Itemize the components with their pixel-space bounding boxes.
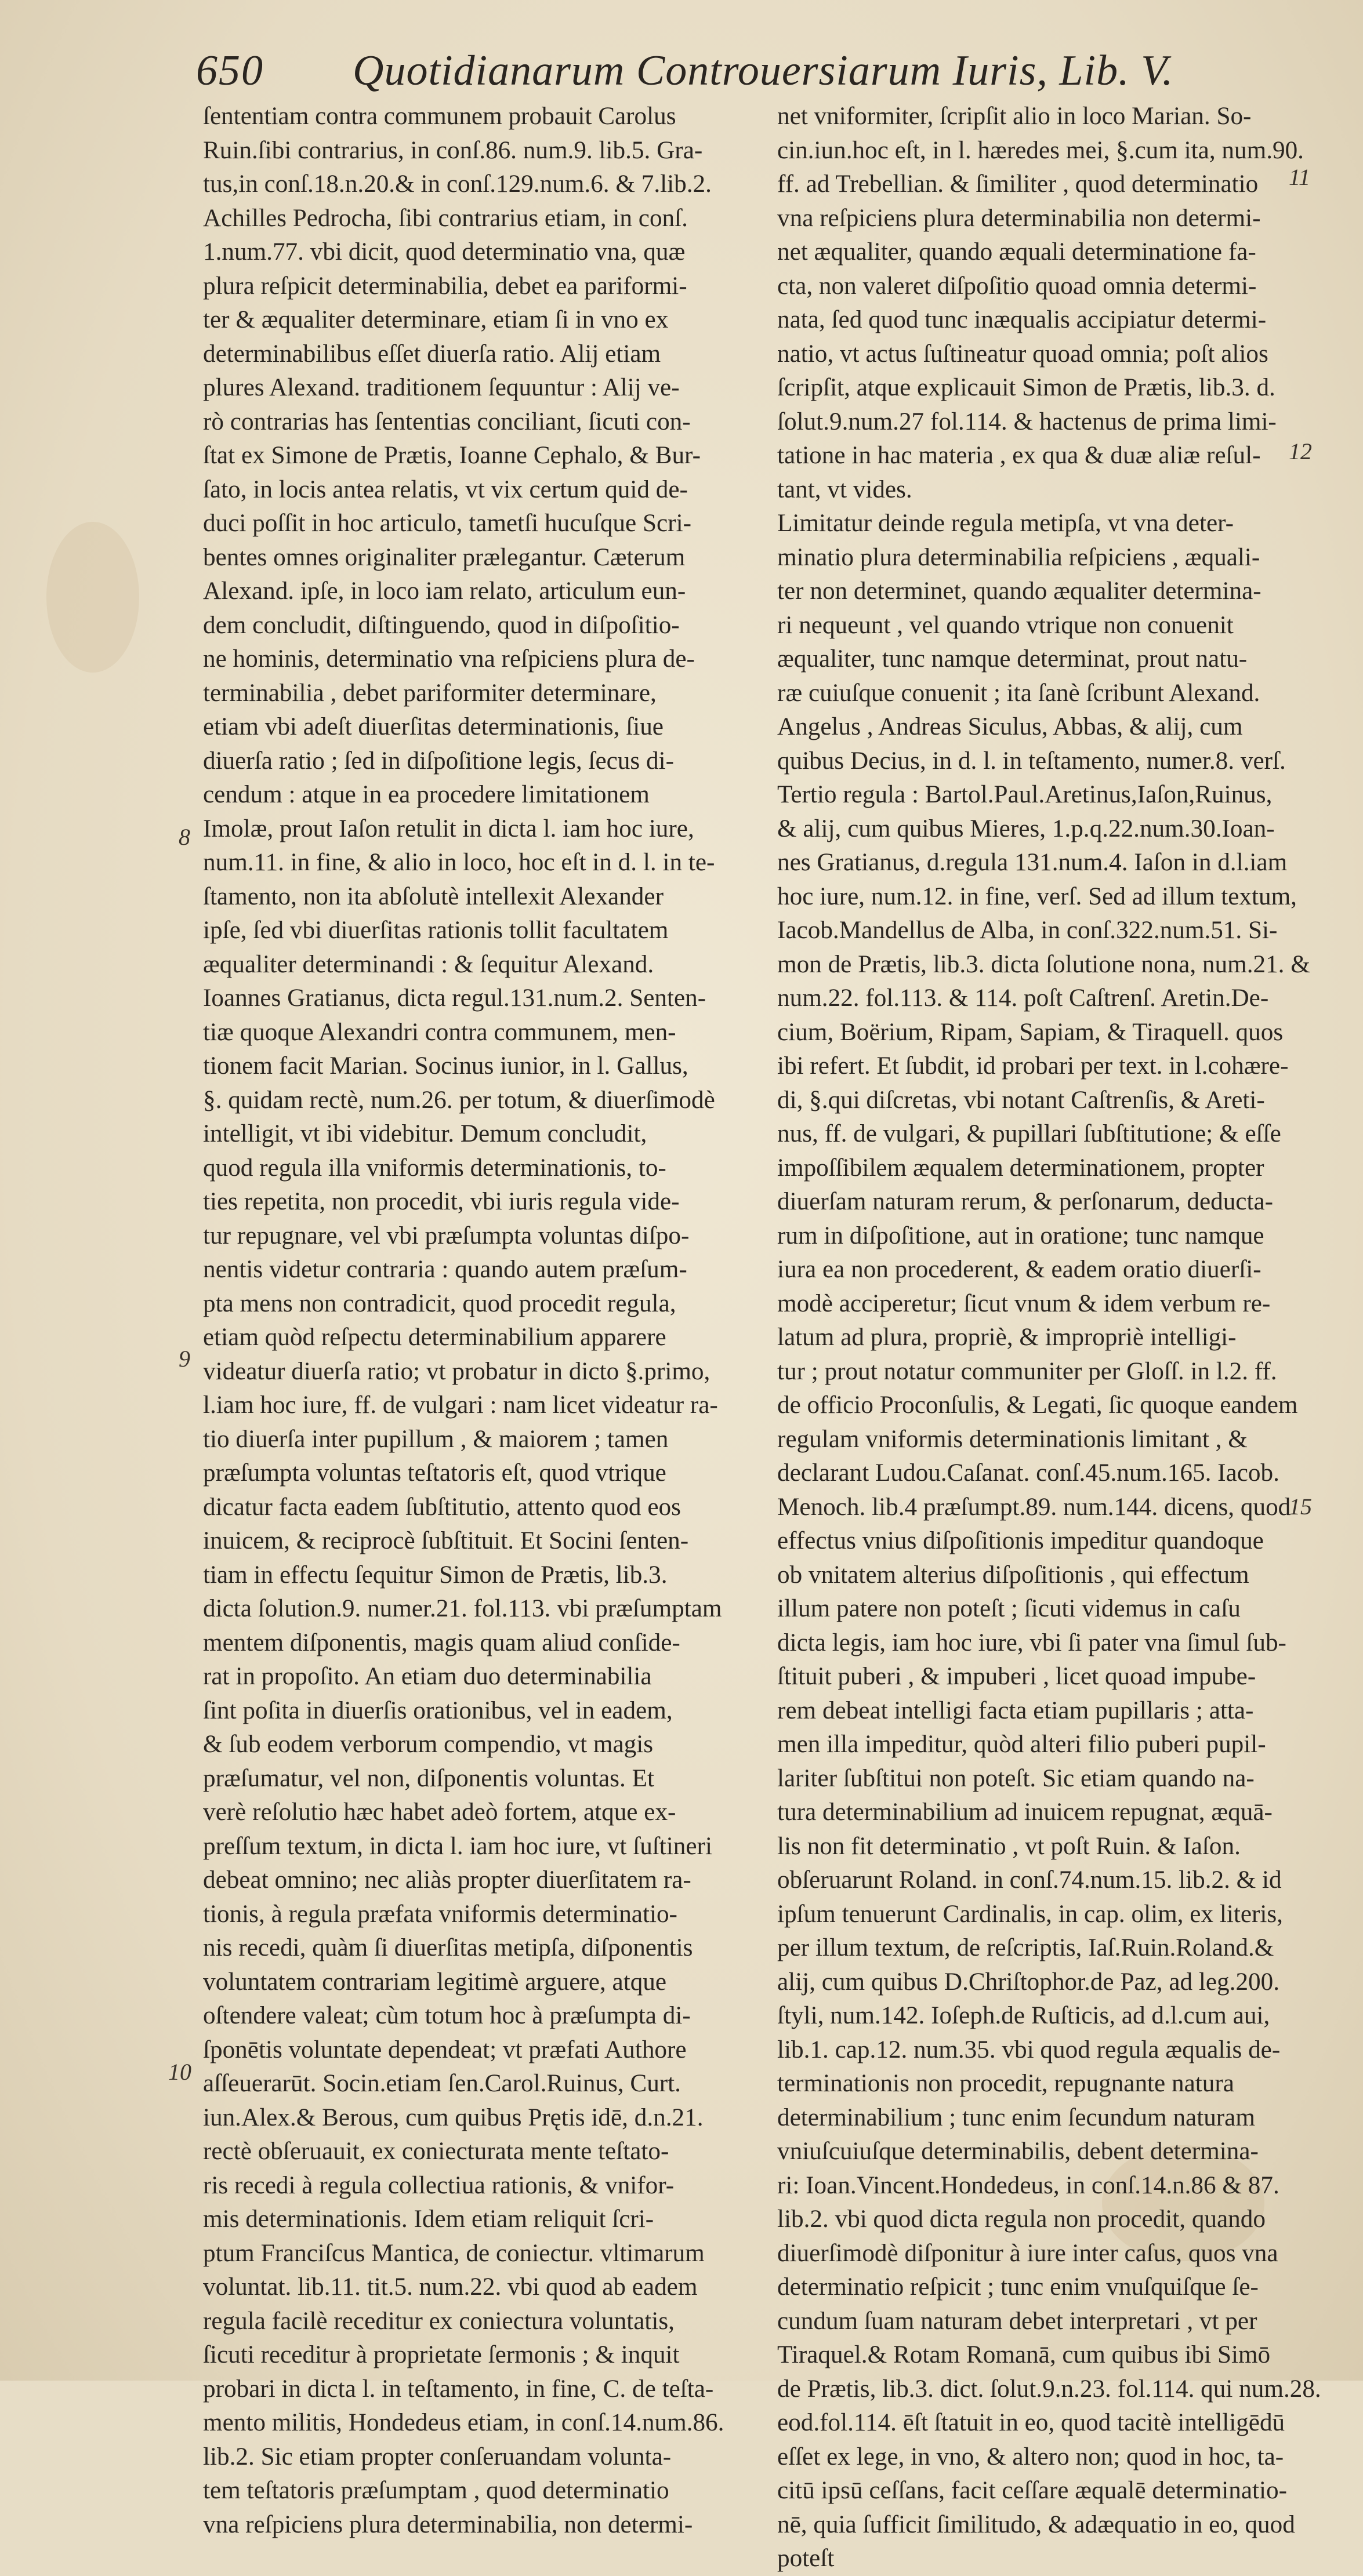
text-line: diuerſimodè diſponitur à iure inter caſus, quos vna xyxy=(777,2239,1278,2267)
text-line: ſtyli, num.142. Ioſeph.de Ruſticis, ad d.l.cum aui, xyxy=(777,2002,1270,2029)
text-line: modè acciperetur; ſicut vnum & idem verbum re- xyxy=(777,1289,1271,1317)
text-line: ibi refert. Et ſubdit, id probari per text. in l.cohære- xyxy=(777,1052,1289,1080)
text-line: obſeruarunt Roland. in conſ.74.num.15. lib.2. & id xyxy=(777,1866,1282,1894)
text-line: diuerſa ratio ; ſed in diſpoſitione legis, ſecus di- xyxy=(203,747,674,775)
text-line: men illa impeditur, quòd alteri filio puberi pupil- xyxy=(777,1731,1266,1758)
text-line: nes Gratianus, d.regula 131.num.4. Iaſon in d.l.iam xyxy=(777,849,1288,876)
text-line: tura determinabilium ad inuicem repugnat, æquā- xyxy=(777,1799,1273,1826)
text-line: declarant Ludou.Caſanat. conſ.45.num.165. Iacob. xyxy=(777,1459,1279,1487)
text-line: vna reſpiciens plura determinabilia, non determi- xyxy=(203,2510,693,2538)
text-line: cium, Boërium, Ripam, Sapiam, & Tiraquell. quos xyxy=(777,1018,1284,1046)
text-line: rum in diſpoſitione, aut in oratione; tunc namque xyxy=(777,1222,1264,1249)
text-line: minatio plura determinabilia reſpiciens , æquali- xyxy=(777,543,1260,571)
text-line: verè reſolutio hæc habet adeò fortem, atque ex- xyxy=(203,1799,676,1826)
text-line: §. quidam rectè, num.26. per totum, & diuerſimodè xyxy=(203,1086,715,1114)
text-line: dicta ſolution.9. numer.21. fol.113. vbi præſumptam xyxy=(203,1595,722,1622)
text-line: inuicem, & reciprocè ſubſtituit. Et Socini ſenten- xyxy=(203,1527,689,1554)
text-line: preſſum textum, in dicta l. iam hoc iure, vt ſuſtineri xyxy=(203,1832,712,1860)
text-line: ri: Ioan.Vincent.Hondedeus, in conſ.14.n.86 & 87. xyxy=(777,2171,1279,2199)
text-line: cendum : atque in ea procedere limitationem xyxy=(203,781,650,808)
text-line: plures Alexand. traditionem ſequuntur : Alij ve- xyxy=(203,374,680,401)
text-line: Iacob.Mandellus de Alba, in conſ.322.num.51. Si- xyxy=(777,917,1278,944)
running-title: Quotidianarum Controuersiarum Iuris, Lib. V. xyxy=(353,47,1174,95)
text-line: mon de Prætis, lib.3. dicta ſolutione nona, num.21. & xyxy=(777,950,1310,978)
text-line: ipſum tenuerunt Cardinalis, in cap. olim, ex literis, xyxy=(777,1900,1283,1928)
text-line: duci poſſit in hoc articulo, tametſi hucuſque Scri- xyxy=(203,510,691,537)
text-line: nis recedi, quàm ſi diuerſitas metipſa, diſponentis xyxy=(203,1934,693,1961)
text-line: 1.num.77. vbi dicit, quod determinatio vna, quæ xyxy=(203,238,686,266)
text-line: regula facilè receditur ex coniectura voluntatis, xyxy=(203,2307,675,2335)
text-line: nata, ſed quod tunc inæqualis accipiatur determi- xyxy=(777,306,1267,333)
text-line: terminationis non procedit, repugnante natura xyxy=(777,2070,1234,2097)
text-line: quibus Decius, in d. l. in teſtamento, numer.8. verſ. xyxy=(777,747,1286,775)
text-line: dem concludit, diſtinguendo, quod in diſpoſitio- xyxy=(203,611,680,639)
text-line: ties repetita, non procedit, vbi iuris regula vide- xyxy=(203,1188,680,1215)
text-line: intelligit, vt ibi videbitur. Demum concludit, xyxy=(203,1120,647,1147)
text-line: lib.1. cap.12. num.35. vbi quod regula æqualis de- xyxy=(777,2036,1281,2063)
text-line: lib.2. vbi quod dicta regula non procedit, quando xyxy=(777,2206,1266,2233)
text-line: determinabilium ; tunc enim ſecundum naturam xyxy=(777,2103,1255,2131)
text-line: dicta legis, iam hoc iure, vbi ſi pater vna ſimul ſub- xyxy=(777,1629,1286,1656)
text-line: cundum ſuam naturam debet interpretari , vt per xyxy=(777,2307,1257,2335)
text-line: latum ad plura, propriè, & impropriè intelligi- xyxy=(777,1324,1237,1351)
text-line: æqualiter determinandi : & ſequitur Alexand. xyxy=(203,950,654,978)
text-line: nē, quia ſufficit ſimilitudo, & adæquatio in eo, quod xyxy=(777,2510,1295,2538)
text-line: iun.Alex.& Berous, cum quibus Prętis idē, d.n.21. xyxy=(203,2103,704,2131)
text-line: tiæ quoque Alexandri contra communem, men- xyxy=(203,1018,676,1046)
text-line: net vniformiter, ſcripſit alio in loco Marian. So- xyxy=(777,103,1252,130)
text-line: Achilles Pedrocha, ſibi contrarius etiam, in conſ. xyxy=(203,204,688,232)
marginal-number: 12 xyxy=(1289,438,1312,464)
text-line: debeat omnino; nec aliàs propter diuerſitatem ra- xyxy=(203,1866,691,1894)
text-line: num.11. in fine, & alio in loco, hoc eſt in d. l. in te- xyxy=(203,849,715,876)
text-line: voluntatem contrariam legitimè arguere, atque xyxy=(203,1968,667,1996)
text-line: Ruin.ſibi contrarius, in conſ.86. num.9. lib.5. Gra- xyxy=(203,136,703,164)
text-line: tiam in effectu ſequitur Simon de Prætis, lib.3. xyxy=(203,1561,668,1589)
text-line: Alexand. ipſe, in loco iam relato, articulum eun- xyxy=(203,577,686,605)
text-line: rò contrarias has ſententias conciliant, ſicuti con- xyxy=(203,408,691,435)
text-line: ne hominis, determinatio vna reſpiciens plura de- xyxy=(203,645,695,673)
text-line: ſicuti receditur à proprietate ſermonis ; & inquit xyxy=(203,2341,680,2368)
text-line: natio, vt actus ſuſtineatur quoad omnia; poſt alios xyxy=(777,340,1268,368)
text-line: voluntat. lib.11. tit.5. num.22. vbi quod ab eadem xyxy=(203,2273,698,2301)
text-line: & alij, cum quibus Mieres, 1.p.q.22.num.30.Ioan- xyxy=(777,815,1275,842)
text-line: nus, ff. de vulgari, & pupillari ſubſtitutione; & eſſe xyxy=(777,1120,1281,1147)
text-line: regulam vniformis determinationis limitant , & xyxy=(777,1425,1248,1453)
text-line: Menoch. lib.4 præſumpt.89. num.144. dicens, quod xyxy=(777,1493,1291,1521)
text-line: videatur diuerſa ratio; vt probatur in dicto §.primo, xyxy=(203,1357,710,1385)
text-line: tatione in hac materia , ex qua & duæ aliæ reſul- xyxy=(777,442,1261,469)
text-line: mento militis, Hondedeus etiam, in conſ.14.num.86. xyxy=(203,2409,724,2436)
text-line: ris recedi à regula collectiua rationis, & vnifor- xyxy=(203,2171,675,2199)
text-line: etiam vbi adeſt diuerſitas determinationis, ſiue xyxy=(203,713,664,740)
text-line: vniuſcuiuſque determinabilis, debent determina- xyxy=(777,2138,1259,2165)
text-line: tur repugnare, vel vbi præſumpta voluntas diſpo- xyxy=(203,1222,690,1249)
text-line: determinabilibus eſſet diuerſa ratio. Alij etiam xyxy=(203,340,661,368)
text-line: hoc iure, num.12. in fine, verſ. Sed ad illum textum, xyxy=(777,882,1297,910)
text-line: plura reſpicit determinabilia, debet ea pariformi- xyxy=(203,272,687,300)
text-line: net æqualiter, quando æquali determinatione fa- xyxy=(777,238,1256,266)
text-line: Tertio regula : Bartol.Paul.Aretinus,Iaſon,Ruinus, xyxy=(777,781,1273,808)
text-line: ſolut.9.num.27 fol.114. & hactenus de prima limi- xyxy=(777,408,1277,435)
marginal-number: 9 xyxy=(179,1346,190,1372)
text-line: æqualiter, tunc namque determinat, prout natu- xyxy=(777,645,1248,673)
text-line: per illum textum, de reſcriptis, Iaſ.Ruin.Roland.& xyxy=(777,1934,1274,1961)
text-line: num.22. fol.113. & 114. poſt Caſtrenſ. Aretin.De- xyxy=(777,984,1269,1012)
text-line: dicatur facta eadem ſubſtitutio, attento quod eos xyxy=(203,1493,681,1521)
text-line: Tiraquel.& Rotam Romanā, cum quibus ibi Simō xyxy=(777,2341,1271,2368)
text-line: vna reſpiciens plura determinabilia non determi- xyxy=(777,204,1261,232)
text-line: alij, cum quibus D.Chriſtophor.de Paz, ad leg.200. xyxy=(777,1968,1280,1996)
paper-stain xyxy=(46,522,139,673)
text-line: citū ipsū ceſſans, facit ceſſare æqualē determinatio- xyxy=(777,2477,1287,2504)
text-line: tur ; prout notatur communiter per Gloſſ. in l.2. ff. xyxy=(777,1357,1277,1385)
text-line: mis determinationis. Idem etiam reliquit ſcri- xyxy=(203,2206,654,2233)
text-line: ff. ad Trebellian. & ſimiliter , quod determinatio xyxy=(777,170,1259,198)
text-line: etiam quòd reſpectu determinabilium apparere xyxy=(203,1324,666,1351)
text-line: rat in propoſito. An etiam duo determinabilia xyxy=(203,1663,652,1690)
marginal-number: 11 xyxy=(1289,164,1311,190)
text-line: terminabilia , debet pariformiter determinare, xyxy=(203,679,657,707)
text-line: tem teſtatoris præſumptam , quod determinatio xyxy=(203,2477,669,2504)
text-line: oſtendere valeat; cùm totum hoc à præſumpta di- xyxy=(203,2002,691,2029)
text-line: tant, vt vides. xyxy=(777,475,912,503)
text-line: & ſub eodem verborum compendio, vt magis xyxy=(203,1731,654,1758)
text-line: ſtituit puberi , & impuberi , licet quoad impube- xyxy=(777,1663,1256,1690)
text-line: pta mens non contradicit, quod procedit regula, xyxy=(203,1289,676,1317)
text-line: probari in dicta l. in teſtamento, in fine, C. de teſta- xyxy=(203,2375,714,2403)
marginal-number: 8 xyxy=(179,824,190,850)
text-line: ræ cuiuſque conuenit ; ita ſanè ſcribunt Alexand. xyxy=(777,679,1260,707)
text-line: ob vnitatem alterius diſpoſitionis , qui effectum xyxy=(777,1561,1249,1589)
text-line: aſſeuerarūt. Socin.etiam ſen.Carol.Ruinus, Curt. xyxy=(203,2070,681,2097)
text-line: eod.fol.114. ēſt ſtatuit in eo, quod tacitè intelligēdū xyxy=(777,2409,1285,2436)
text-line: cta, non valeret diſpoſitio quoad omnia determi- xyxy=(777,272,1257,300)
text-line: diuerſam naturam rerum, & perſonarum, deducta- xyxy=(777,1188,1274,1215)
text-line: ipſe, ſed vbi diuerſitas rationis tollit facultatem xyxy=(203,917,669,944)
text-line: quod regula illa vniformis determinationis, to- xyxy=(203,1154,666,1182)
text-line: Limitatur deinde regula metipſa, vt vna deter- xyxy=(777,510,1234,537)
text-line: poteſt xyxy=(777,2545,835,2572)
text-line: lariter ſubſtitui non poteſt. Sic etiam quando na- xyxy=(777,1764,1255,1792)
text-line: ſponētis voluntate dependeat; vt præfati Authore xyxy=(203,2036,687,2063)
text-line: tio diuerſa inter pupillum , & maiorem ; tamen xyxy=(203,1425,669,1453)
text-line: lis non fit determinatio , vt poſt Ruin. & Iaſon. xyxy=(777,1832,1241,1860)
page-number: 650 xyxy=(196,47,264,95)
text-line: ſtat ex Simone de Prætis, Ioanne Cephalo, & Bur- xyxy=(203,442,701,469)
text-line: de officio Proconſulis, & Legati, ſic quoque eandem xyxy=(777,1391,1298,1419)
text-line: præſumpta voluntas teſtatoris eſt, quod vtrique xyxy=(203,1459,666,1487)
right-text-column xyxy=(777,100,1321,2576)
text-line: ſint poſita in diuerſis orationibus, vel in eadem, xyxy=(203,1696,673,1724)
text-line: determinatio reſpicit ; tunc enim vnuſquiſque ſe- xyxy=(777,2273,1259,2301)
text-line: rem debeat intelligi facta etiam pupillaris ; atta- xyxy=(777,1696,1254,1724)
text-line: ter non determinet, quando æqualiter determina- xyxy=(777,577,1262,605)
text-line: Angelus , Andreas Siculus, Abbas, & alij, cum xyxy=(777,713,1243,740)
text-line: tionem facit Marian. Socinus iunior, in l. Gallus, xyxy=(203,1052,688,1080)
text-line: Ioannes Gratianus, dicta regul.131.num.2. Senten- xyxy=(203,984,706,1012)
text-line: lib.2. Sic etiam propter conſeruandam volunta- xyxy=(203,2443,672,2470)
text-line: bentes omnes originaliter prælegantur. Cæterum xyxy=(203,543,686,571)
text-line: cin.iun.hoc eſt, in l. hæredes mei, §.cum ita, num.90. xyxy=(777,136,1304,164)
text-line: eſſet ex lege, in vno, & altero non; quod in hoc, ta- xyxy=(777,2443,1284,2470)
text-line: di, §.qui diſcretas, vbi notant Caſtrenſis, & Areti- xyxy=(777,1086,1265,1114)
text-line: ri nequeunt , vel quando vtrique non conuenit xyxy=(777,611,1234,639)
text-line: ſententiam contra communem probauit Carolus xyxy=(203,103,676,130)
text-line: Imolæ, prout Iaſon retulit in dicta l. iam hoc iure, xyxy=(203,815,694,842)
text-line: ter & æqualiter determinare, etiam ſi in vno ex xyxy=(203,306,669,333)
text-line: nentis videtur contraria : quando autem præſum- xyxy=(203,1256,687,1283)
text-line: tus,in conſ.18.n.20.& in conſ.129.num.6. & 7.lib.2. xyxy=(203,170,712,198)
text-line: iura ea non procederent, & eadem oratio diuerſi- xyxy=(777,1256,1262,1283)
left-text-column xyxy=(203,100,748,2542)
text-line: mentem diſponentis, magis quam aliud conſide- xyxy=(203,1629,680,1656)
text-line: de Prætis, lib.3. dict. ſolut.9.n.23. fol.114. qui num.28. xyxy=(777,2375,1321,2403)
text-line: illum patere non poteſt ; ſicuti videmus in caſu xyxy=(777,1595,1241,1622)
text-line: effectus vnius diſpoſitionis impeditur quandoque xyxy=(777,1527,1264,1554)
marginal-number: 10 xyxy=(168,2059,191,2085)
text-line: ſato, in locis antea relatis, vt vix certum quid de- xyxy=(203,475,688,503)
text-line: ptum Franciſcus Mantica, de coniectur. vltimarum xyxy=(203,2239,705,2267)
page-header xyxy=(196,41,1298,104)
text-line: rectè obſeruauit, ex coniecturata mente teſtato- xyxy=(203,2138,669,2165)
marginal-number: 15 xyxy=(1289,1494,1312,1520)
text-line: ſcripſit, atque explicauit Simon de Prætis, lib.3. d. xyxy=(777,374,1275,401)
text-line: præſumatur, vel non, diſponentis voluntas. Et xyxy=(203,1764,654,1792)
text-line: l.iam hoc iure, ff. de vulgari : nam licet videatur ra- xyxy=(203,1391,718,1419)
text-line: tionis, à regula præfata vniformis determinatio- xyxy=(203,1900,677,1928)
text-line: ſtamento, non ita abſolutè intellexit Alexander xyxy=(203,882,664,910)
text-line: impoſſibilem æqualem determinationem, propter xyxy=(777,1154,1264,1182)
